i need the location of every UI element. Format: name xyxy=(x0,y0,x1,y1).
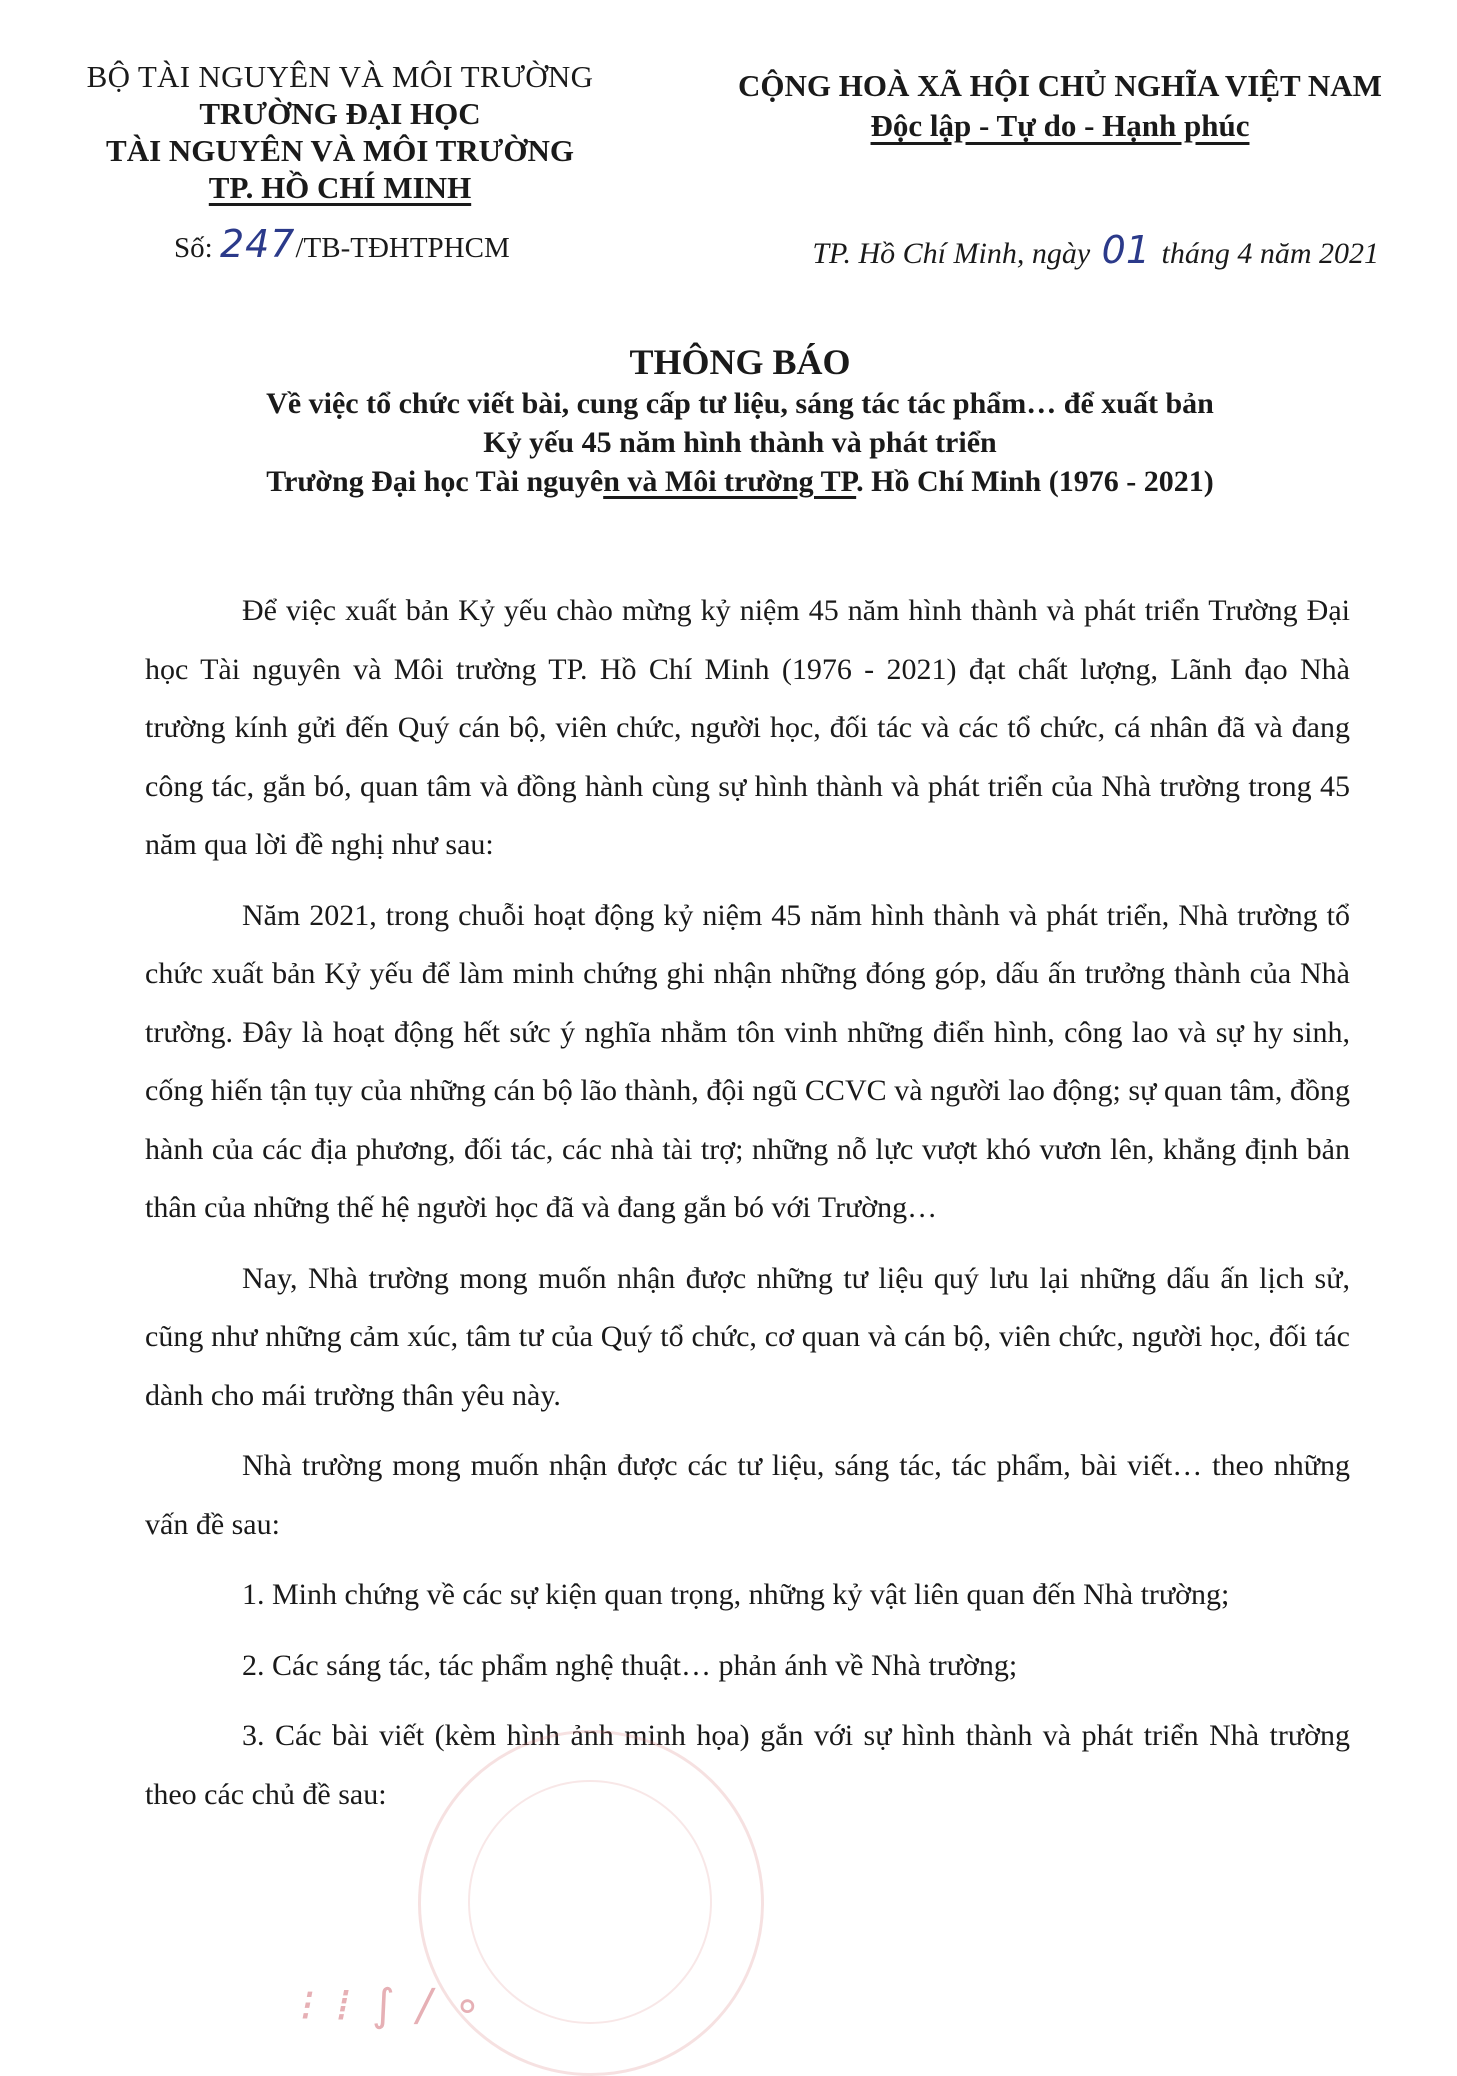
doc-number-suffix: /TB-TĐHTPHCM xyxy=(295,232,510,264)
notice-subject-line2: Kỷ yếu 45 năm hình thành và phát triển xyxy=(483,426,997,459)
date-suffix: tháng 4 năm 2021 xyxy=(1161,237,1379,270)
subject-line3-part-b: n và Môi trường TP xyxy=(603,465,857,498)
national-header xyxy=(700,66,1420,146)
red-stamp-mark: ⁝ ⁞ ∫ ∕ ∘ xyxy=(300,1980,486,2031)
doc-number-handwritten: 247 xyxy=(219,222,296,266)
ministry-name: BỘ TÀI NGUYÊN VÀ MÔI TRƯỜNG xyxy=(86,59,594,94)
date-prefix: TP. Hồ Chí Minh, ngày xyxy=(812,237,1091,270)
notice-heading: THÔNG BÁO xyxy=(629,342,851,382)
date-line xyxy=(812,228,1379,272)
subject-line3-part-a: Trường Đại học Tài nguyê xyxy=(266,465,604,498)
paragraph-topics-intro: Nhà trường mong muốn nhận được các tư liệu, sáng tác, tác phẩm, bài viết… theo những vấn đề sau: xyxy=(145,1449,1350,1541)
paragraph-request: Nay, Nhà trường mong muốn nhận được những tư liệu quý lưu lại những dấu ấn lịch sử, cũng như những cảm xúc, tâm tư của Quý tổ chức, cơ quan và cán bộ, viên chức, người học, đối tác dành cho mái trường thân yêu này. xyxy=(145,1261,1350,1412)
school-name-line1: TRƯỜNG ĐẠI HỌC xyxy=(199,96,481,131)
school-name-line2: TÀI NGUYÊN VÀ MÔI TRƯỜNG xyxy=(106,133,574,168)
paragraph-context: Năm 2021, trong chuỗi hoạt động kỷ niệm 45 năm hình thành và phát triển, Nhà trường tổ chức xuất bản Kỷ yếu để làm minh chứng ghi nhận những đóng góp, dấu ấn trưởng thành của Nhà trường. Đây là hoạt động hết sức ý nghĩa nhằm tôn vinh những điển hình, công lao và sự hy sinh, cống hiến tận tụy của những cán bộ lão thành, đội ngũ CCVC và người lao động; sự quan tâm, đồng hành của các địa phương, đối tác, các nhà tài trợ; những nỗ lực vượt khó vươn lên, khẳng định bản thân của những thế hệ người học đã và đang gắn bó với Trường… xyxy=(145,898,1350,1224)
faint-seal-inner-ring xyxy=(468,1780,712,2024)
doc-number-prefix: Số: xyxy=(174,232,213,264)
issuer-block xyxy=(60,58,620,206)
school-name-line3: TP. HỒ CHÍ MINH xyxy=(208,170,472,205)
list-item: 1. Minh chứng về các sự kiện quan trọng, những kỷ vật liên quan đến Nhà trường; xyxy=(242,1578,1230,1611)
notice-subject-line3 xyxy=(140,462,1340,501)
date-day-handwritten: 01 xyxy=(1101,228,1150,272)
national-motto: Độc lập - Tự do - Hạnh phúc xyxy=(870,108,1250,143)
notice-body xyxy=(145,582,1350,1836)
republic-name: CỘNG HOÀ XÃ HỘI CHỦ NGHĨA VIỆT NAM xyxy=(738,68,1382,103)
notice-subject-line1: Về việc tổ chức viết bài, cung cấp tư liệu, sáng tác tác phẩm… để xuất bản xyxy=(266,387,1214,420)
subject-line3-part-c: . Hồ Chí Minh (1976 - 2021) xyxy=(856,465,1214,498)
list-item: 3. Các bài viết (kèm hình ảnh minh họa) gắn với sự hình thành và phát triển Nhà trường theo các chủ đề sau: xyxy=(145,1719,1350,1811)
document-number xyxy=(174,222,510,266)
notice-title-block xyxy=(140,340,1340,501)
list-item: 2. Các sáng tác, tác phẩm nghệ thuật… phản ánh về Nhà trường; xyxy=(242,1648,1018,1682)
paragraph-intro: Để việc xuất bản Kỷ yếu chào mừng kỷ niệm 45 năm hình thành và phát triển Trường Đại học Tài nguyên và Môi trường TP. Hồ Chí Minh (1976 - 2021) đạt chất lượng, Lãnh đạo Nhà trường kính gửi đến Quý cán bộ, viên chức, người học, đối tác và các tổ chức, cá nhân đã và đang công tác, gắn bó, quan tâm và đồng hành cùng sự hình thành và phát triển của Nhà trường trong 45 năm qua lời đề nghị như sau: xyxy=(145,594,1350,861)
